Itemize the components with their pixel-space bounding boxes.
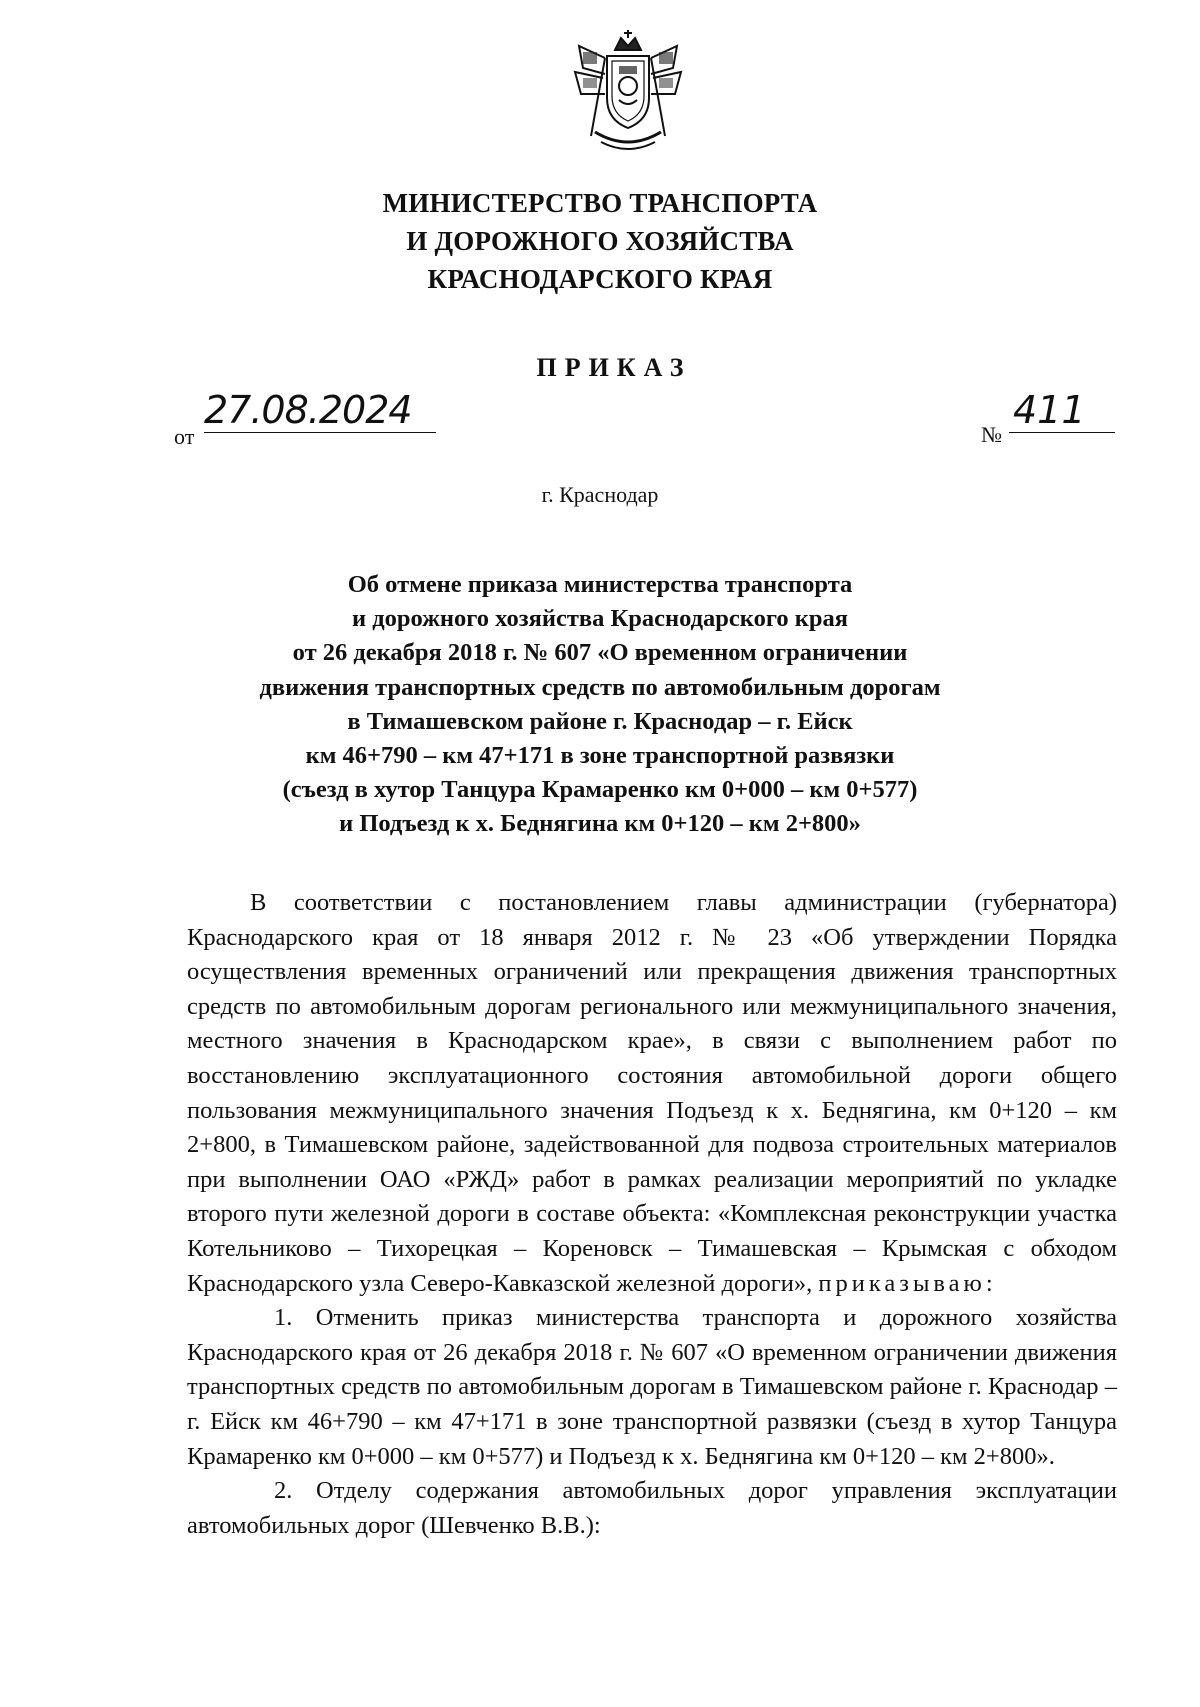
subject-line: и дорожного хозяйства Краснодарского края: [352, 605, 848, 633]
subject-line: движения транспортных средств по автомобильным дорогам: [259, 673, 941, 701]
preamble-text: В соответствии с постановлением главы администрации (губернатора) Краснодарского края от 18 января 2012 г. № 23 «Об утверждении Порядка осуществления временных ограничений или прекращения движения транспортных средств по автомобильным дорогам регионального или межмуниципального значения, местного значения в Краснодарском крае», в связи с выполнением работ по восстановлению эксплуатационного состояния автомобильной дороги общего пользования межмуниципального значения Подъезд к х. Беднягина, км 0+120 – км 2+800, в Тимашевском районе, задействованной для подвоза строительных материалов при выполнении ОАО «РЖД» работ в рамках реализации мероприятий по укладке второго пути железной дороги в составе объекта: «Комплексная реконструкции участка Котельниково – Тихорецкая – Кореновск – Тимашевская – Крымская с обходом Краснодарского узла Северо-Кавказской железной дороги»,: [187, 889, 1117, 1297]
ministry-line-2: И ДОРОЖНОГО ХОЗЯЙСТВА: [406, 226, 794, 256]
city-line: г. Краснодар: [541, 482, 659, 507]
subject-line: Об отмене приказа министерства транспорта: [347, 571, 853, 598]
subject-line: км 46+790 – км 47+171 в зоне транспортной развязки: [305, 742, 895, 770]
ministry-line-3: КРАСНОДАРСКОГО КРАЯ: [427, 264, 773, 294]
subject-line: (съезд в хутор Танцура Крамаренко км 0+000 – км 0+577): [282, 776, 918, 804]
document-type-title: ПРИКАЗ: [536, 353, 692, 382]
order-subject: [100, 568, 1100, 842]
ministry-line-1: МИНИСТЕРСТВО ТРАНСПОРТА: [382, 188, 818, 218]
number-value-handwritten: 411: [1009, 388, 1115, 433]
ministry-name: [0, 184, 1200, 298]
subject-line: в Тимашевском районе г. Краснодар – г. Ейск: [347, 707, 853, 735]
item-2-paragraph: 2. Отделу содержания автомобильных дорог управления эксплуатации автомобильных дорог (Шевченко В.В.):: [187, 1477, 1117, 1539]
coat-of-arms-emblem: [565, 28, 691, 158]
date-prefix: от: [174, 424, 195, 449]
date-value-handwritten: 27.08.2024: [204, 388, 436, 433]
number-prefix: №: [981, 422, 1002, 447]
item-1-paragraph: 1. Отменить приказ министерства транспорта и дорожного хозяйства Краснодарского края от 26 декабря 2018 г. № 607 «О временном ограничении движения транспортных средств по автомобильным дорогам в Тимашевском районе г. Краснодар – г. Ейск км 46+790 – км 47+171 в зоне транспортной развязки (съезд в хутор Танцура Крамаренко км 0+000 – км 0+577) и Подъезд к х. Беднягина км 0+120 – км 2+800».: [187, 1304, 1117, 1470]
order-body: [187, 886, 1117, 1543]
subject-line: и Подъезд к х. Беднягина км 0+120 – км 2+800»: [339, 810, 861, 838]
subject-line: от 26 декабря 2018 г. № 607 «О временном ограничении: [292, 639, 908, 667]
preamble-paragraph: [187, 886, 1117, 1301]
order-word: приказываю:: [818, 1269, 997, 1297]
